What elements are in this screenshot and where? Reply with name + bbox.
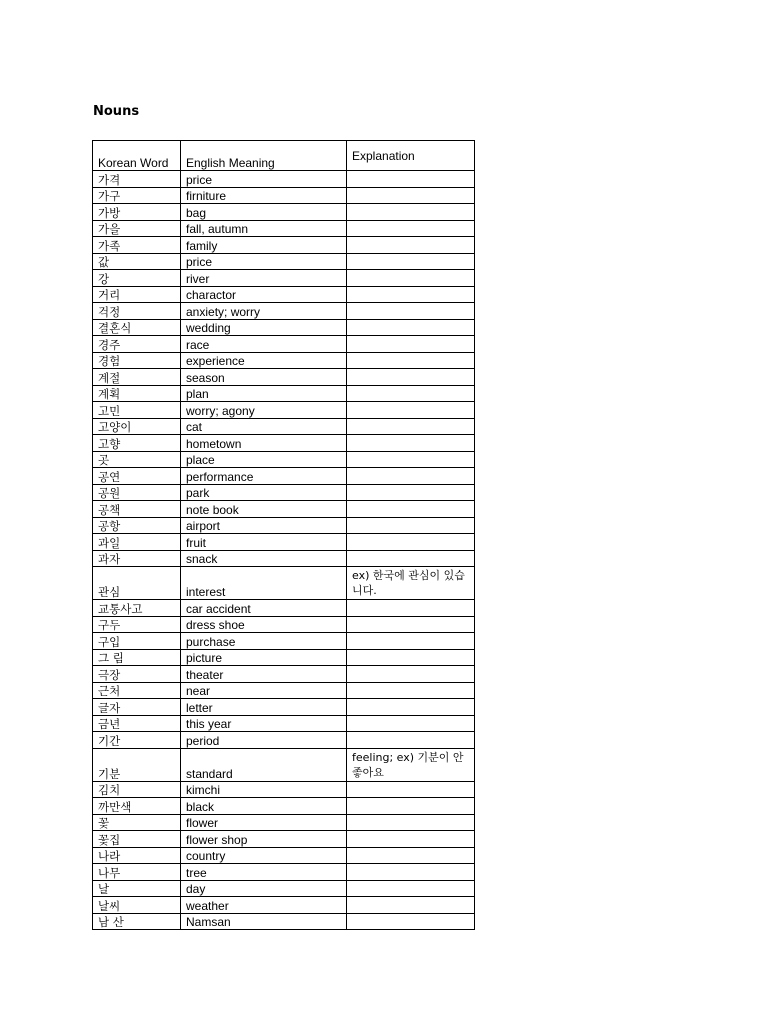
korean-word-cell: 근처: [93, 682, 181, 699]
explanation-cell: feeling; ex) 기분이 안좋아요: [347, 748, 475, 781]
explanation-cell: [347, 385, 475, 402]
korean-word-cell: 글자: [93, 699, 181, 716]
korean-word-cell: 가족: [93, 237, 181, 254]
english-meaning-cell: car accident: [181, 600, 347, 617]
english-meaning-cell: fruit: [181, 534, 347, 551]
explanation-cell: [347, 468, 475, 485]
english-meaning-cell: letter: [181, 699, 347, 716]
explanation-cell: [347, 633, 475, 650]
english-meaning-cell: performance: [181, 468, 347, 485]
explanation-cell: [347, 831, 475, 848]
korean-word-cell: 그 림: [93, 649, 181, 666]
explanation-cell: [347, 253, 475, 270]
explanation-cell: [347, 699, 475, 716]
korean-word-cell: 거리: [93, 286, 181, 303]
korean-word-cell: 날씨: [93, 897, 181, 914]
korean-word-cell: 꽃: [93, 814, 181, 831]
table-row: [93, 220, 475, 237]
english-meaning-cell: Namsan: [181, 913, 347, 930]
explanation-cell: [347, 550, 475, 567]
korean-word-cell: 교통사고: [93, 600, 181, 617]
explanation-cell: [347, 369, 475, 386]
korean-word-cell: 강: [93, 270, 181, 287]
vocabulary-rows: [93, 171, 475, 930]
table-row: [93, 699, 475, 716]
english-meaning-cell: purchase: [181, 633, 347, 650]
korean-word-cell: 공항: [93, 517, 181, 534]
explanation-cell: [347, 319, 475, 336]
table-row: [93, 864, 475, 881]
table-row: [93, 567, 475, 600]
explanation-cell: ex) 한국에 관심이 있습니다.: [347, 567, 475, 600]
table-row: [93, 418, 475, 435]
english-meaning-cell: fall, autumn: [181, 220, 347, 237]
english-meaning-cell: dress shoe: [181, 616, 347, 633]
english-meaning-cell: country: [181, 847, 347, 864]
explanation-cell: [347, 187, 475, 204]
korean-word-cell: 고양이: [93, 418, 181, 435]
table-row: [93, 847, 475, 864]
english-meaning-cell: standard: [181, 748, 347, 781]
table-row: [93, 534, 475, 551]
table-row: [93, 171, 475, 188]
explanation-cell: [347, 534, 475, 551]
korean-word-cell: 공원: [93, 484, 181, 501]
explanation-cell: [347, 286, 475, 303]
korean-word-cell: 구두: [93, 616, 181, 633]
english-meaning-cell: kimchi: [181, 781, 347, 798]
table-row: [93, 253, 475, 270]
table-row: [93, 187, 475, 204]
table-row: [93, 303, 475, 320]
korean-word-cell: 가방: [93, 204, 181, 221]
table-row: [93, 913, 475, 930]
korean-word-cell: 까만색: [93, 798, 181, 815]
header-korean-word: Korean Word: [93, 141, 181, 171]
table-row: [93, 402, 475, 419]
table-row: [93, 715, 475, 732]
explanation-cell: [347, 171, 475, 188]
page-heading: Nouns: [93, 104, 140, 119]
english-meaning-cell: flower shop: [181, 831, 347, 848]
korean-word-cell: 김치: [93, 781, 181, 798]
korean-word-cell: 구입: [93, 633, 181, 650]
table-row: [93, 814, 475, 831]
korean-word-cell: 공연: [93, 468, 181, 485]
korean-word-cell: 과자: [93, 550, 181, 567]
korean-word-cell: 가구: [93, 187, 181, 204]
explanation-cell: [347, 616, 475, 633]
table-row: [93, 616, 475, 633]
english-meaning-cell: wedding: [181, 319, 347, 336]
explanation-cell: [347, 913, 475, 930]
english-meaning-cell: weather: [181, 897, 347, 914]
korean-word-cell: 공책: [93, 501, 181, 518]
korean-word-cell: 극장: [93, 666, 181, 683]
table-row: [93, 649, 475, 666]
korean-word-cell: 기간: [93, 732, 181, 749]
english-meaning-cell: anxiety; worry: [181, 303, 347, 320]
table-row: [93, 286, 475, 303]
table-header-row: [93, 141, 475, 171]
english-meaning-cell: price: [181, 171, 347, 188]
korean-word-cell: 과일: [93, 534, 181, 551]
explanation-cell: [347, 352, 475, 369]
table-row: [93, 550, 475, 567]
table-row: [93, 204, 475, 221]
table-row: [93, 468, 475, 485]
korean-word-cell: 가격: [93, 171, 181, 188]
explanation-cell: [347, 847, 475, 864]
korean-word-cell: 금년: [93, 715, 181, 732]
explanation-cell: [347, 682, 475, 699]
english-meaning-cell: interest: [181, 567, 347, 600]
korean-word-cell: 고향: [93, 435, 181, 452]
table-row: [93, 748, 475, 781]
table-row: [93, 369, 475, 386]
explanation-cell: [347, 451, 475, 468]
table-row: [93, 352, 475, 369]
explanation-cell: [347, 303, 475, 320]
explanation-cell: [347, 781, 475, 798]
english-meaning-cell: race: [181, 336, 347, 353]
table-row: [93, 385, 475, 402]
english-meaning-cell: black: [181, 798, 347, 815]
english-meaning-cell: picture: [181, 649, 347, 666]
table-row: [93, 666, 475, 683]
explanation-cell: [347, 649, 475, 666]
korean-word-cell: 경주: [93, 336, 181, 353]
korean-word-cell: 계획: [93, 385, 181, 402]
english-meaning-cell: snack: [181, 550, 347, 567]
korean-word-cell: 경험: [93, 352, 181, 369]
english-meaning-cell: theater: [181, 666, 347, 683]
english-meaning-cell: river: [181, 270, 347, 287]
explanation-cell: [347, 666, 475, 683]
english-meaning-cell: period: [181, 732, 347, 749]
explanation-cell: [347, 798, 475, 815]
table-row: [93, 897, 475, 914]
table-row: [93, 798, 475, 815]
explanation-cell: [347, 897, 475, 914]
english-meaning-cell: note book: [181, 501, 347, 518]
header-english-meaning: English Meaning: [181, 141, 347, 171]
korean-word-cell: 나라: [93, 847, 181, 864]
english-meaning-cell: charactor: [181, 286, 347, 303]
english-meaning-cell: tree: [181, 864, 347, 881]
explanation-cell: [347, 402, 475, 419]
english-meaning-cell: bag: [181, 204, 347, 221]
table-row: [93, 880, 475, 897]
explanation-cell: [347, 600, 475, 617]
korean-word-cell: 남 산: [93, 913, 181, 930]
explanation-cell: [347, 814, 475, 831]
korean-word-cell: 나무: [93, 864, 181, 881]
table-row: [93, 517, 475, 534]
table-row: [93, 600, 475, 617]
table-row: [93, 270, 475, 287]
table-row: [93, 319, 475, 336]
explanation-cell: [347, 715, 475, 732]
english-meaning-cell: flower: [181, 814, 347, 831]
korean-word-cell: 관심: [93, 567, 181, 600]
table-row: [93, 336, 475, 353]
english-meaning-cell: place: [181, 451, 347, 468]
english-meaning-cell: this year: [181, 715, 347, 732]
table-row: [93, 781, 475, 798]
korean-word-cell: 기분: [93, 748, 181, 781]
english-meaning-cell: plan: [181, 385, 347, 402]
explanation-cell: [347, 864, 475, 881]
table-row: [93, 435, 475, 452]
english-meaning-cell: price: [181, 253, 347, 270]
korean-word-cell: 계절: [93, 369, 181, 386]
table-row: [93, 237, 475, 254]
english-meaning-cell: day: [181, 880, 347, 897]
korean-word-cell: 곳: [93, 451, 181, 468]
explanation-cell: [347, 237, 475, 254]
english-meaning-cell: park: [181, 484, 347, 501]
english-meaning-cell: family: [181, 237, 347, 254]
english-meaning-cell: airport: [181, 517, 347, 534]
explanation-cell: [347, 220, 475, 237]
korean-word-cell: 결혼식: [93, 319, 181, 336]
table-row: [93, 682, 475, 699]
explanation-cell: [347, 435, 475, 452]
table-row: [93, 732, 475, 749]
korean-word-cell: 가을: [93, 220, 181, 237]
vocabulary-table: [92, 140, 475, 930]
explanation-cell: [347, 880, 475, 897]
explanation-cell: [347, 484, 475, 501]
korean-word-cell: 날: [93, 880, 181, 897]
table-row: [93, 831, 475, 848]
table-row: [93, 633, 475, 650]
english-meaning-cell: cat: [181, 418, 347, 435]
english-meaning-cell: season: [181, 369, 347, 386]
korean-word-cell: 값: [93, 253, 181, 270]
explanation-cell: [347, 418, 475, 435]
explanation-cell: [347, 204, 475, 221]
english-meaning-cell: firniture: [181, 187, 347, 204]
explanation-cell: [347, 501, 475, 518]
explanation-cell: [347, 517, 475, 534]
table-row: [93, 484, 475, 501]
explanation-cell: [347, 270, 475, 287]
english-meaning-cell: worry; agony: [181, 402, 347, 419]
english-meaning-cell: experience: [181, 352, 347, 369]
header-explanation: Explanation: [347, 141, 475, 171]
english-meaning-cell: near: [181, 682, 347, 699]
korean-word-cell: 고민: [93, 402, 181, 419]
english-meaning-cell: hometown: [181, 435, 347, 452]
korean-word-cell: 걱정: [93, 303, 181, 320]
explanation-cell: [347, 336, 475, 353]
explanation-cell: [347, 732, 475, 749]
table-row: [93, 501, 475, 518]
table-row: [93, 451, 475, 468]
korean-word-cell: 꽃집: [93, 831, 181, 848]
